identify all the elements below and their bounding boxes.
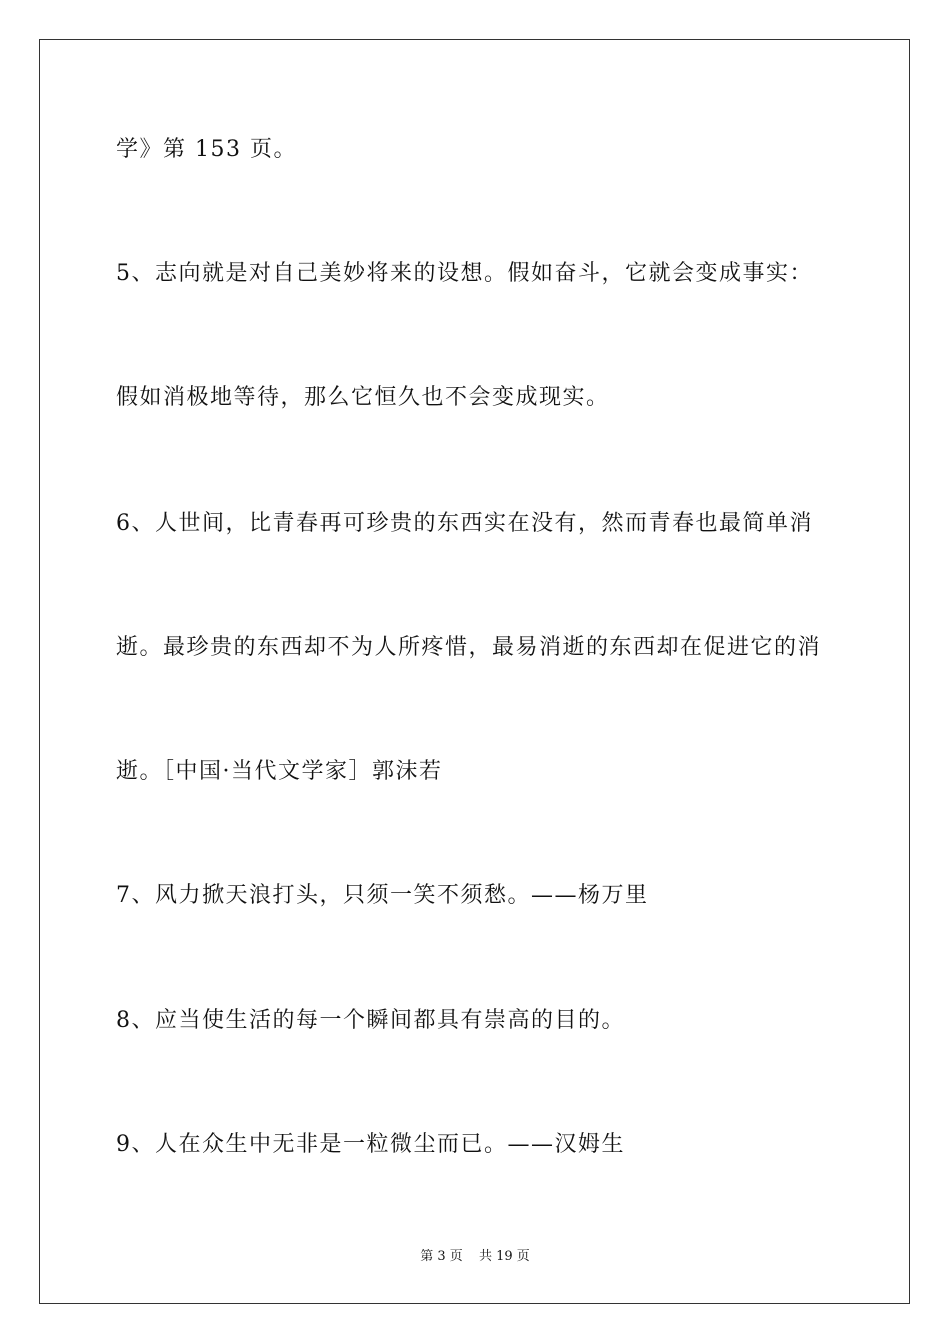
text-line-5: 逝。最珍贵的东西却不为人所疼惜，最易消逝的东西却在促进它的消: [116, 635, 822, 660]
text-line-4: 6、人世间，比青春再可珍贵的东西实在没有，然而青春也最简单消: [116, 511, 813, 536]
text-line-2: 5、志向就是对自己美妙将来的设想。假如奋斗，它就会变成事实：: [116, 261, 813, 286]
page-total: 共 19 页: [478, 1249, 530, 1264]
page-border: [39, 39, 910, 1304]
page-footer: [0, 1249, 950, 1265]
page-number: 第 3 页: [420, 1249, 463, 1264]
text-line-3: 假如消极地等待，那么它恒久也不会变成现实。: [116, 385, 610, 410]
text-line-7: 7、风力掀天浪打头，只须一笑不须愁。——杨万里: [116, 883, 649, 908]
text-line-1: 学》第 153 页。: [116, 137, 297, 162]
text-line-6: 逝。［中国·当代文学家］郭沫若: [116, 759, 443, 784]
text-line-9: 9、人在众生中无非是一粒微尘而已。——汉姆生: [116, 1132, 625, 1157]
text-line-8: 8、应当使生活的每一个瞬间都具有崇高的目的。: [116, 1008, 625, 1033]
